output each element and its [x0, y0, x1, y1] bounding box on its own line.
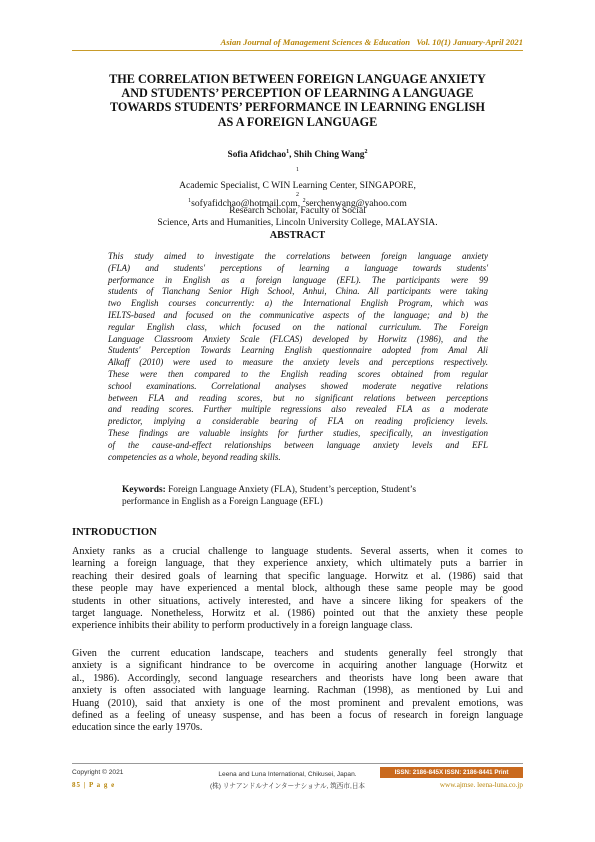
abstract-line: competencies as a whole, beyond reading skills.	[108, 451, 281, 462]
author-name: Sofia Afidchao	[227, 150, 287, 160]
title-line: AS A FOREIGN LANGUAGE	[217, 114, 378, 129]
keywords-line	[122, 484, 482, 496]
publisher-line: Leena and Luna International, Chikusei, Japan.	[218, 771, 357, 778]
intro-paragraph-1	[72, 546, 523, 633]
body-line: target language. Nonetheless, Horwitz et al. (1986) pointed out that the anxiety these people	[72, 608, 523, 620]
affiliation-line	[100, 167, 495, 217]
email-sup: 2	[302, 197, 306, 204]
abstract-line: two English courses concurrently: a) the International English Program, which was	[108, 298, 488, 309]
footer-page-number: 85 | P a g e	[72, 781, 116, 789]
abstract-line: students of Tianchang Senior High School, Anhui, China. All participants were taking	[108, 286, 488, 297]
abstract-line: performance in English as a foreign language (EFL). The participants were 99	[108, 274, 488, 285]
email-link[interactable]: sofyafidchao@hotmail.com,	[191, 198, 303, 209]
body-line: defined as a feeling of uneasy suspense, and has been a focus of research in foreign language	[72, 710, 523, 722]
body-line: anxiety is a significant hindrance to be overcome in acquiring another language (Horwitz et	[72, 660, 523, 672]
journal-volume: Vol. 10(1) January-April 2021	[416, 37, 523, 47]
abstract-line: This study aimed to investigate the correlations between foreign language anxiety	[108, 251, 488, 261]
author-separator: ,	[289, 150, 294, 160]
intro-paragraph-2	[72, 648, 523, 735]
affil-text: Research Scholar, Faculty of Social	[229, 204, 366, 216]
abstract-line: These were then compared to the English reading scores obtained from regular	[108, 368, 488, 379]
footer-copyright: Copyright © 2021	[72, 769, 124, 776]
author-sup: 1	[286, 148, 290, 155]
abstract-line: and reading scores. Further multiple regressions also revealed FLA as a moderate	[108, 404, 488, 415]
abstract-line: between FLA and reading scores, but no significant relations between perceptions	[108, 392, 488, 403]
body-line: learning a foreign language, that they experience anxiety, which ultimately puts a barrier in	[72, 558, 523, 570]
abstract-line: predictor, implying a considerable bearing of FLA on reading proficiency levels.	[108, 416, 488, 427]
author-sup: 2	[364, 148, 368, 155]
header-rule	[72, 50, 523, 51]
body-line: Given the current education landscape, teachers and students generally feel strongly that	[72, 648, 523, 659]
abstract-heading: ABSTRACT	[269, 230, 326, 241]
body-line: education since the early 1970s.	[72, 722, 203, 734]
body-line: reaching their desired goals of learning that specific language. Horwitz et al. (1986) said that	[72, 570, 523, 582]
keywords	[122, 484, 482, 508]
abstract-line: of the cause-and-effect relationships between language anxiety levels and EFL	[108, 439, 488, 450]
introduction-heading: INTRODUCTION	[72, 527, 157, 538]
abstract-line: school examinations. Correlational analyses showed moderate negative relations	[108, 380, 488, 391]
body-line: these people may have experienced a mental block, although these same people may be good	[72, 583, 523, 595]
body-line: experience inhibits their ability to perform productively in a foreign language class.	[72, 620, 413, 632]
email-sup: 1	[188, 197, 192, 204]
journal-name: Asian Journal of Management Sciences & Education	[220, 37, 411, 47]
footer-issn-box: ISSN: 2186-845X ISSN: 2186-8441 Print	[380, 767, 523, 778]
keywords-label: Keywords:	[122, 485, 166, 495]
keywords-text: Foreign Language Anxiety (FLA), Student’s perception, Student’s	[165, 485, 416, 495]
abstract-line: Language Classroom Anxiety Scale (FLCAS) developed by Horwitz (1986), and the	[108, 333, 488, 344]
body-line: students in other situations, actively interested, and have a sincere liking for speakers of the	[72, 595, 523, 607]
footer-publisher	[180, 769, 395, 792]
footer-rule	[72, 763, 523, 764]
body-line: anxiety is often associated with language learning. Rachman (1998), as mentioned by Lui and	[72, 685, 523, 697]
footer-website-link[interactable]: www.ajmse. leena-luna.co.jp	[439, 781, 523, 789]
abstract-body	[108, 251, 488, 463]
author-name: Shih Ching Wang	[293, 150, 365, 160]
affiliation-line: Science, Arts and Humanities, Lincoln University College, MALAYSIA.	[157, 217, 438, 229]
author-list	[72, 150, 523, 160]
abstract-line: Alkaff (2010) were used to measure the anxiety levels and perceptions respectively.	[108, 357, 488, 368]
title-line: TOWARDS STUDENTS’ PERFORMANCE IN LEARNING ENGLISH	[109, 100, 486, 115]
title-line: THE CORRELATION BETWEEN FOREIGN LANGUAGE ANXIETY	[109, 72, 486, 86]
abstract-line: regular English class, which focused on the national curriculum. The Foreign	[108, 321, 488, 332]
body-line: al., 1986). Accordingly, second language researchers and theorists have long been aware that	[72, 672, 523, 684]
affil-text: Academic Specialist, C WIN Learning Center, SINGAPORE,	[179, 179, 416, 191]
title-line: AND STUDENTS’ PERCEPTION OF LEARNING A LANGUAGE	[121, 86, 474, 101]
author-emails	[72, 198, 523, 209]
affil-sup: 1	[296, 166, 299, 173]
email-link[interactable]: serchenwang@yahoo.com	[305, 198, 407, 209]
abstract-line: Students' Perception Towards Learning English questionnaire adopted from Amal Ali	[108, 345, 488, 356]
abstract-line: (FLA) and students' perceptions of learning a language towards students'	[108, 262, 488, 273]
body-line: Anxiety ranks as a crucial challenge to language students. Several asserts, when it comes to	[72, 546, 523, 557]
publisher-line-jp: (株) リナアンドルナインターナショナル, 筑西市,日本	[209, 782, 366, 790]
keywords-line: performance in English as a Foreign Language (EFL)	[122, 497, 323, 508]
affil-sup: 2	[296, 192, 299, 198]
body-line: Huang (2010), said that anxiety is one of the most prominent and prevalent emotions, was	[72, 697, 523, 709]
running-header	[72, 37, 523, 47]
abstract-line: These findings are valuable insights for further studies, specifically, an investigation	[108, 427, 488, 438]
paper-title	[75, 72, 520, 129]
abstract-line: IELTS-based and focused on the communicative aspects of the language; and b) the	[108, 309, 488, 320]
